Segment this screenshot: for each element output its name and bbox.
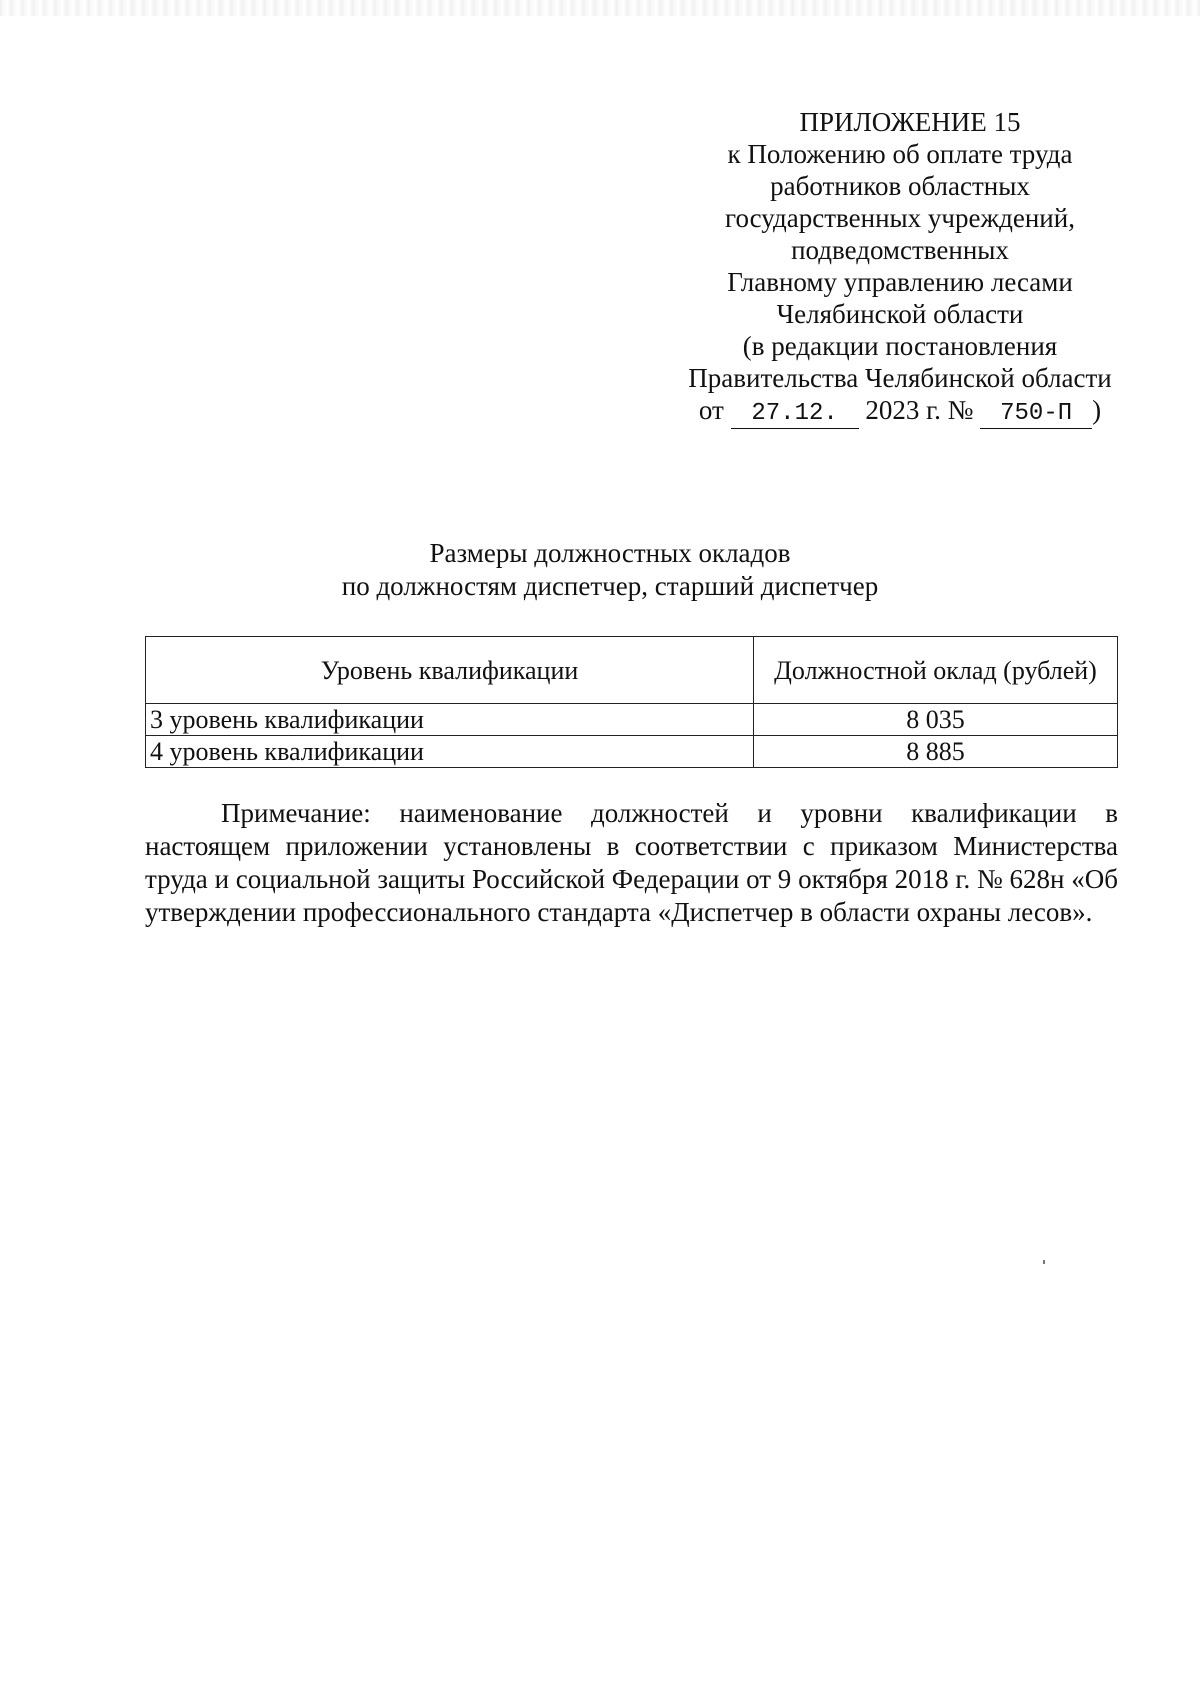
appendix-line-1: к Положению об оплате труда (727, 139, 1073, 169)
salary-table (145, 636, 1118, 768)
closing-paren: ) (1092, 395, 1102, 425)
date-prefix: от (698, 395, 724, 425)
appendix-line-7: (в редакции постановления (742, 331, 1058, 361)
row-salary: 8 035 (754, 704, 1118, 736)
appendix-block (660, 106, 1140, 429)
appendix-line-8: Правительства Челябинской области (688, 363, 1112, 393)
header-salary: Должностной оклад (рублей) (754, 637, 1118, 704)
row-level: 4 уровень квалификации (146, 736, 754, 768)
table-header-row (146, 637, 1118, 704)
note-paragraph: Примечание: наименование должностей и уровни квалификации в настоящем приложении установлены в соответствии с приказом Министерства труда и социальной защиты Российской Федерации от 9 октября 2018 г. № 628н «Об утверждении профессионального стандарта «Диспетчер в области охраны лесов». (145, 798, 1118, 927)
heading-line-2: по должностям диспетчер, старший диспетчер (341, 571, 879, 601)
document-heading (260, 537, 960, 603)
appendix-line-4: подведомственных (791, 235, 1009, 265)
row-salary: 8 885 (754, 736, 1118, 768)
appendix-line-5: Главному управлению лесами (727, 267, 1073, 297)
scan-speck (1043, 1260, 1045, 1264)
appendix-line-3: государственных учреждений, (725, 203, 1075, 233)
date-value: 27.12. (731, 400, 859, 429)
header-level: Уровень квалификации (146, 637, 754, 704)
appendix-line-6: Челябинской области (776, 299, 1024, 329)
appendix-date-line (660, 394, 1140, 429)
resolution-number: 750-П (980, 400, 1092, 429)
table-row (146, 704, 1118, 736)
heading-line-1: Размеры должностных окладов (429, 538, 791, 568)
table-row (146, 736, 1118, 768)
year-text: 2023 г. № (865, 395, 974, 425)
appendix-title: ПРИЛОЖЕНИЕ 15 (799, 107, 1021, 137)
scan-noise-strip (0, 0, 1200, 16)
appendix-line-2: работников областных (770, 171, 1030, 201)
row-level: 3 уровень квалификации (146, 704, 754, 736)
